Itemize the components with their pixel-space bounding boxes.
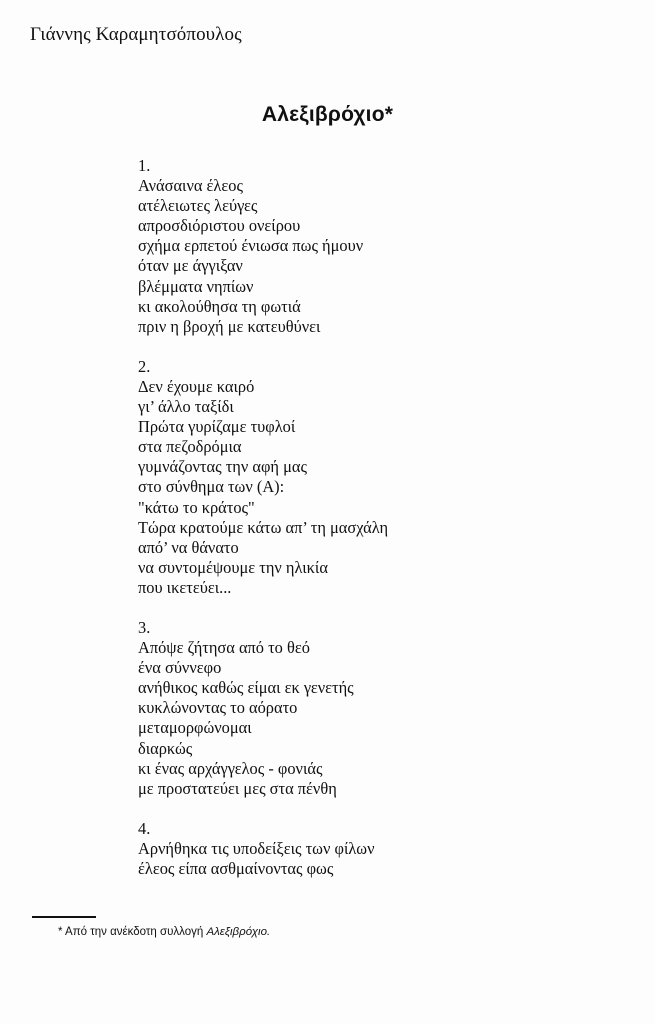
footnote xyxy=(58,926,270,938)
verse-line: έλεος είπα ασθμαίνοντας φως xyxy=(138,859,334,878)
verse-line: γι’ άλλο ταξίδι xyxy=(138,397,234,417)
verse-line: Τώρα κρατούμε κάτω απ’ τη μασχάλη xyxy=(138,517,389,537)
verse-line: να συντομέψουμε την ηλικία xyxy=(138,557,328,577)
verse-line: κι ακολούθησα τη φωτιά xyxy=(138,296,301,316)
verse-line: πριν η βροχή με κατευθύνει xyxy=(138,316,321,336)
poem-title: Αλεξιβρόχιο* xyxy=(261,103,394,126)
verse-line: στο σύνθημα των (Α): xyxy=(138,477,285,497)
verse-line: βλέμματα νηπίων xyxy=(138,276,254,296)
poem-body xyxy=(138,156,608,899)
stanza-number: 2. xyxy=(138,356,151,376)
stanza xyxy=(138,618,608,799)
verse-line: ανήθικος καθώς είμαι εκ γενετής xyxy=(138,678,354,698)
footnote-divider xyxy=(32,916,96,918)
verse-line: μεταμορφώνομαι xyxy=(138,718,252,738)
verse-line: Πρώτα γυρίζαμε τυφλοί xyxy=(138,417,296,437)
verse-line: Ανάσαινα έλεος xyxy=(138,176,243,196)
verse-line: με προστατεύει μες στα πένθη xyxy=(138,778,337,798)
verse-line: "κάτω το κράτος" xyxy=(138,497,255,517)
verse-line: από’ να θάνατο xyxy=(138,537,239,557)
stanza-number: 4. xyxy=(138,818,151,838)
verse-line: Απόψε ζήτησα από το θεό xyxy=(138,638,310,658)
verse-line: γυμνάζοντας την αφή μας xyxy=(138,457,307,477)
verse-line: Αρνήθηκα τις υποδείξεις των φίλων xyxy=(138,838,375,858)
verse-line: ένα σύννεφο xyxy=(138,658,222,678)
stanza xyxy=(138,819,608,879)
stanza-number: 1. xyxy=(138,156,151,175)
footnote-text: * Από την ανέκδοτη συλλογή xyxy=(58,926,207,938)
verse-line: κι ένας αρχάγγελος - φονιάς xyxy=(138,758,323,778)
stanza xyxy=(138,156,608,337)
author-name: Γιάννης Καραμητσόπουλος xyxy=(30,24,242,45)
stanza xyxy=(138,357,608,598)
verse-line: διαρκώς xyxy=(138,738,193,758)
verse-line: στα πεζοδρόμια xyxy=(138,437,242,457)
footnote-collection-title: Αλεξιβρόχιο. xyxy=(206,926,271,938)
verse-line: σχήμα ερπετού ένιωσα πως ήμουν xyxy=(138,236,364,256)
verse-line: που ικετεύει... xyxy=(138,577,232,597)
verse-line: απροσδιόριστου ονείρου xyxy=(138,216,301,236)
stanza-number: 3. xyxy=(138,617,151,637)
verse-line: Δεν έχουμε καιρό xyxy=(138,376,255,396)
verse-line: όταν με άγγιξαν xyxy=(138,256,243,276)
verse-line: ατέλειωτες λεύγες xyxy=(138,196,258,216)
verse-line: κυκλώνοντας το αόρατο xyxy=(138,698,298,718)
